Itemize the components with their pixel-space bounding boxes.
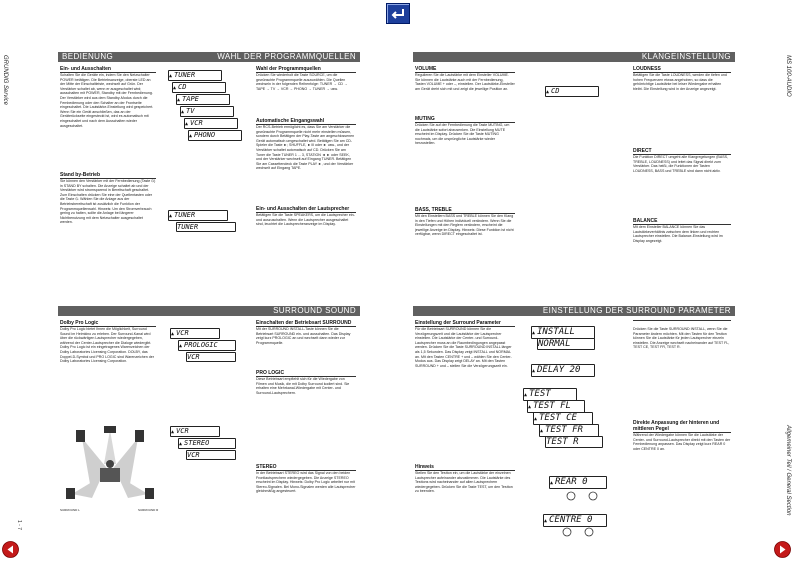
subheading: MUTING [415, 116, 515, 123]
left-arrow-icon [2, 541, 19, 558]
page-number: 1 - 7 [16, 520, 22, 531]
right-arrow-icon [774, 541, 791, 558]
subheading: Wahl der Programmquellen [256, 66, 356, 73]
paragraph: Während der Wiedergabe können Sie die Lautstärke der Center- und Surround-Lautsprecher direkt mit den Tasten der Fernbedienung anpassen. Das Display zeigt kurz REAR 0 oder CENTRE 0 an. [633, 433, 731, 451]
paragraph: Betätigen Sie die Taste LOUDNESS, werden die tiefen und hohen Frequenzen etwas angehoben, so dass die gehörrichtige Lautstärke bei leiser Wiedergabe erhalten bleibt. Die Einstellung wird in der Anzeige angezeigt. [633, 73, 727, 91]
lcd-display: ▲ CENTRE 0 [543, 514, 607, 527]
subheading: Einstellung der Surround Parameter [415, 320, 515, 327]
subheading: Direkte Anpassung der hinteren und mittleren Pegel [633, 420, 731, 433]
lcd-display: ▲ TUNER [168, 210, 228, 221]
rear-plus-button[interactable] [589, 492, 597, 500]
side-label-section: Allgemeiner Teil / General Section [785, 425, 791, 516]
return-arrow-icon [390, 7, 406, 21]
lcd-display: ▲ STEREO [178, 438, 236, 449]
subheading: BASS, TREBLE [415, 207, 515, 214]
quadrant-operation [58, 52, 360, 294]
subheading: STEREO [256, 464, 356, 471]
paragraph: Für die Betriebsart SURROUND können Sie die Verzögerungszeit und die Lautstärke der Lautsprecher einstellen. Die Lautstärke der Center- und Surround-Lautsprecher muss an die Raumbedingungen angepasst werden. Drücken Sie die Taste SURROUND INSTALL länger als 1,5 Sekunden. Das Display zeigt INSTALL und NORMAL an. Mit den Tasten CENTRE + und – wählen Sie den Center-Modus aus. Das Display zeigt DELAY an. Mit den Tasten SURROUND + und – stellen Sie die Verzögerungszeit ein. [415, 327, 512, 368]
rear-knobs [563, 490, 603, 502]
speaker-icon [135, 430, 144, 442]
lcd-display: ▲ PROLOGIC [178, 340, 236, 351]
subheading: Ein- und Ausschalten der Lautsprecher [256, 206, 356, 213]
lcd-display: ▲ REAR 0 [549, 476, 607, 489]
subheading: Ein- und Ausschalten [60, 66, 156, 73]
lcd-display: VCR [186, 450, 236, 460]
lcd-display: VCR [186, 352, 236, 362]
rear-minus-button[interactable] [567, 492, 575, 500]
speaker-label: SURROUND L [60, 508, 80, 512]
lcd-display: ▲ VCR [170, 426, 220, 437]
speaker-layout-diagram [62, 424, 158, 508]
quadrant-surround-parameters [413, 306, 735, 538]
subheading: Dolby Pro Logic [60, 320, 156, 327]
centre-minus-button[interactable] [563, 528, 571, 536]
side-label-model: MS 100-AUDIO [785, 55, 791, 97]
quadrant-surround-sound [58, 306, 360, 538]
lcd-display: ▲ TV [180, 106, 234, 117]
lcd-display: ▲ TEST FL [527, 400, 585, 413]
header-left: BEDIENUNG [62, 52, 114, 61]
subheading: BALANCE [633, 218, 731, 225]
centre-plus-button[interactable] [585, 528, 593, 536]
subheading: Hinweis [415, 464, 515, 471]
listener-head-icon [106, 460, 114, 468]
subheading: Automatische Eingangswahl [256, 118, 356, 125]
speaker-icon [104, 426, 116, 433]
paragraph: Der RCS-Betrieb ermöglicht es, dass Sie am Verstärker die gewünschte Programmquelle nicht mehr einstellen müssen, sondern durch Betätigen der Play-Taste am angeschlossenen Gerät automatisch umgeschaltet wird. Betätigen Sie am CD-Spieler die Taste ►; SHUFFLE, ►/II oder ► usw., und der Verstärker schaltet automatisch auf CD. Drücken Sie am Tuner die Taste TUNER 1 ... 3, STATION ◄ ► oder SEEK, und der Verstärker wechselt auf Eingang TUNER. Betätigen Sie am Cassettendeck die Taste PLAY ►, und der Verstärker wechselt auf Eingang TAPE. [256, 125, 355, 171]
header-right: SURROUND SOUND [273, 306, 356, 315]
section-header [58, 52, 360, 62]
subheading [633, 320, 731, 321]
lcd-display: ▲ CD [172, 82, 226, 93]
paragraph: Sie können den Verstärker mit der Fernbedienung (Taste ⏻) in STAND BY schalten. Die Anzeige schaltet ab und der Verstärker wird stromsparend in Bereitschaft geschaltet. Zum Einschalten drücken Sie eine der Quellentasten oder die Taste ⏻. Wählen Sie die Anlage aus der Betriebsbereitschaft ist zusätzlich die Funktion der Programmquellenwahl. Hinweis: Um den Stromverbrauch gering zu halten, sollte die Anlage bei längerer Nichtbenutzung mit dem Netzschalter ausgeschaltet werden. [60, 179, 156, 225]
previous-page-button[interactable] [2, 541, 19, 558]
lcd-display: TEST R [545, 436, 603, 448]
lcd-display: NORMAL [537, 338, 595, 350]
paragraph: Die Funktion DIRECT umgeht alle Klangregelungen (BASS, TREBLE, LOUDNESS) und leitet das Signal direkt zum Verstärker. Das heißt, die Funktionen der Tasten LOUDNESS, BASS und TREBLE sind dann nicht aktiv. [633, 155, 729, 173]
header-right: EINSTELLUNG DER SURROUND PARAMETER [542, 306, 731, 315]
paragraph: In der Betriebsart STEREO wird das Signal von den beiden Frontlautsprechern wiedergegeben. Die Anzeige STEREO erscheint im Display. Hinweis: Dolby Pro Logic arbeitet nur mit Stereo-Signalen. Bei Mono-Signalen werden alle Lautsprecher gleichmäßig angesteuert. [256, 471, 356, 494]
lcd-display: TUNER [176, 222, 236, 232]
speaker-label: SURROUND R [138, 508, 159, 512]
sound-beam [104, 430, 116, 464]
sound-beam [72, 476, 102, 498]
section-header [58, 306, 360, 316]
paragraph: Drücken Sie wiederholt die Taste SOURCE, um die gewünschte Programmquelle auszuwählen. Die Quellen wechseln in der folgenden Reihenfolge: TUNER → CD → TAPE → TV → VCR → PHONO → TUNER → usw. [256, 73, 348, 91]
lcd-display: ▲ VCR [170, 328, 220, 339]
lcd-display: ▲ TEST FR [539, 424, 599, 437]
paragraph: Mit den Einstellern BASS und TREBLE können Sie den Klang in den Tiefen und Höhen individuell verändern. Wenn Sie die Einstellungen mit den Reglern verändern, erscheint die jeweilige Anzeige im Display. Hinweis: Diese Funktion ist nicht verfügbar, wenn DIRECT eingeschaltet ist. [415, 214, 514, 237]
subheading: LOUDNESS [633, 66, 731, 73]
next-page-button[interactable] [774, 541, 791, 558]
speaker-icon [66, 488, 75, 499]
subheading: DIRECT [633, 148, 731, 155]
section-header [413, 52, 735, 62]
subheading: VOLUME [415, 66, 515, 73]
paragraph: Drücken Sie die Taste SURROUND INSTALL, wenn Sie die Parameter ändern möchten. Mit den Tasten für den Testton können Sie die Lautstärke für jeden Lautsprecher einzeln einstellen. Die Anzeige wechselt nacheinander auf TEST FL, TEST CE, TEST FR, TEST R. [633, 327, 730, 350]
speaker-icon [76, 430, 85, 442]
lcd-display: ▲ CD [545, 86, 599, 97]
sound-beam [118, 476, 148, 498]
header-right: WAHL DER PROGRAMMQUELLEN [217, 52, 356, 61]
section-header [413, 306, 735, 316]
paragraph: Schalten Sie die Geräte ein, indem Sie den Netzschalter POWER betätigen. Die Betriebsanzeige, oberste LED an der Mitte der Einschaltleiste, wechselt auf Grün. Der Verstärker schaltet ab, wenn er ausgeschaltet wird; ausschalten mit POWER, Standby mit der Fernbedienung. Der Verstärker wird aus dem Standby-Modus durch die Fernbedienung oder den Schalter an der Frontseite eingeschaltet. Die Lautstärke-Einstellung wird gespeichert. Wenn Sie ein Gerät anschließen, das an der Geräterückseite eingesteckt ist, wird es automatisch mit eingeschaltet und nach dem Ausschalten wieder ausgeschaltet. [60, 73, 154, 128]
back-button[interactable] [386, 3, 410, 24]
paragraph: Mit dem Einsteller BALANCE können Sie das Lautstärkeverhältnis zwischen dem linken und rechten Lautsprecher einstellen. Die Balance-Einstellung wird im Display angezeigt. [633, 225, 723, 243]
quadrant-sound-settings [413, 52, 735, 294]
lcd-display: ▲ TEST [523, 388, 577, 401]
lcd-display: ▲ INSTALL [531, 326, 595, 339]
paragraph: Betätigen Sie die Taste SPEAKERS, um die Lautsprecher ein- und auszuschalten. Wenn die Lautsprecher ausgeschaltet sind, leuchtet die Lautsprecheranzeige im Display. [256, 213, 355, 227]
paragraph: Stellen Sie den Testton ein, um die Lautstärke der einzelnen Lautsprecher aufeinander abzustimmen. Die Lautstärke des Testtons wird nacheinander auf allen Lautsprechern wiedergegeben. Drücken Sie die Taste TEST, um den Testton zu beenden. [415, 471, 513, 494]
speaker-icon [145, 488, 154, 499]
subheading: PRO LOGIC [256, 370, 356, 377]
lcd-display: ▲ DELAY 20 [531, 364, 595, 377]
paragraph: Dolby Pro Logic bietet Ihnen die Möglichkeit, Surround Sound im Heimkino zu erleben. Der Surround-Kanal wird über die rückwärtigen Lautsprecher wiedergegeben, während der Center-Lautsprecher die Dialoge wiedergibt. Dolby Pro Logic ist ein eingetragenes Warenzeichen der Dolby Laboratories Licensing Corporation. DOLBY, das Doppel-D-Symbol und PRO LOGIC sind Warenzeichen der Dolby Laboratories Licensing Corporation. [60, 327, 154, 364]
subheading: Stand by-Betrieb [60, 172, 156, 179]
centre-knobs [559, 526, 599, 538]
lcd-display: ▲ TUNER [168, 70, 222, 81]
paragraph: Diese Betriebsart empfiehlt sich für die Wiedergabe von Filmen und Musik, die mit Dolby Surround kodiert sind. Sie erhalten eine Mehrkanal-Wiedergabe mit Center- und Surround-Lautsprechern. [256, 377, 350, 395]
subheading: Einschalten der Betriebsart SURROUND [256, 320, 356, 327]
lcd-display: ▲ VCR [184, 118, 238, 129]
lcd-display: ▲ PHONO [188, 130, 242, 141]
side-label-brand: GRUNDIG Service [2, 55, 8, 106]
paragraph: Mit der SURROUND INSTALL-Taste können Sie die Betriebsart SURROUND ein- und ausschalten. Das Display zeigt kurz PROLOGIC an und wechselt dann wieder zur Programmquelle. [256, 327, 351, 345]
lcd-display: ▲ TAPE [176, 94, 230, 105]
header-right: KLANGEINSTELLUNG [641, 52, 731, 61]
lcd-display: ▲ TEST CE [533, 412, 593, 425]
paragraph: Drücken Sie auf der Fernbedienung die Taste MUTING, um die Lautstärke sofort abzusenken. Die Einstellung MUTE erscheint im Display. Drücken Sie die Taste MUTING nochmals, um die ursprüngliche Lautstärke wieder herzustellen. [415, 123, 510, 146]
listener-icon [100, 468, 120, 482]
paragraph: Regulieren Sie die Lautstärke mit dem Einsteller VOLUME. Sie können die Lautstärke auch mit der Fernbedienung, Tasten VOLUME + oder –, einstellen. Der Lautstärke-Einsteller am Gerät dreht sich mit und zeigt die jeweilige Position an. [415, 73, 515, 91]
